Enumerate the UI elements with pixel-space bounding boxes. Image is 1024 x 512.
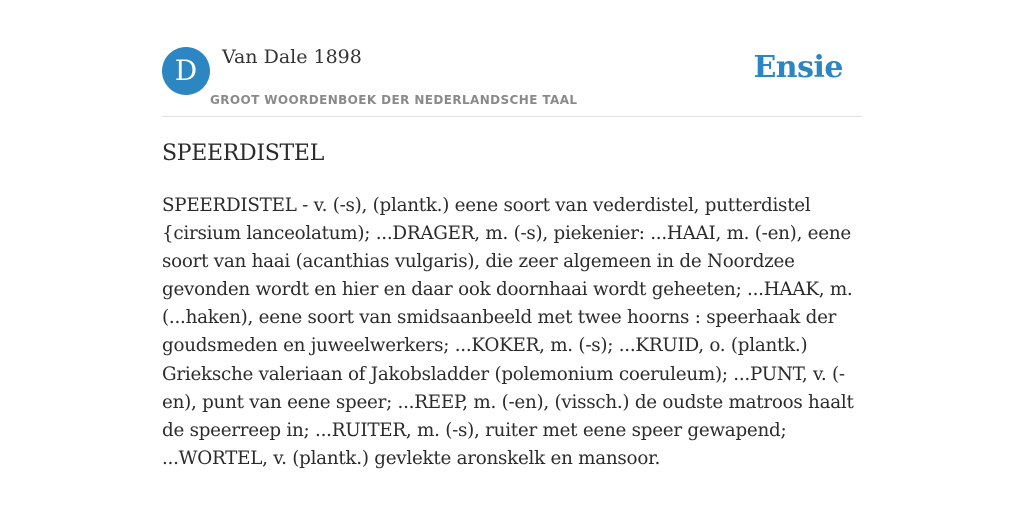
source-subtitle: GROOT WOORDENBOEK DER NEDERLANDSCHE TAAL	[210, 93, 578, 107]
ensie-logo[interactable]: Ensie	[753, 50, 843, 85]
source-header	[162, 0, 862, 117]
entry-headword: SPEERDISTEL	[162, 141, 325, 166]
source-avatar[interactable]: D	[162, 47, 210, 95]
source-title[interactable]: Van Dale 1898	[222, 46, 362, 68]
dictionary-entry-card	[162, 0, 862, 469]
entry-definition: SPEERDISTEL - v. (-s), (plantk.) eene soort van vederdistel, putterdistel {cirsium lanceolatum); ...DRAGER, m. (-s), piekenier: ...HAAI, m. (-en), eene soort van haai (acanthias vulgaris), die zeer algemeen in de Noordzee gevonden wordt en hier en daar ook doornhaai wordt geheeten; ...HAAK, m. (...haken), eene soort van smidsaanbeeld met twee hoorns : speerhaak der goudsmeden en juweelwerkers; ...KOKER, m. (-s); ...KRUID, o. (plantk.) Grieksche valeriaan of Jakobsladder (polemonium coeruleum); ...PUNT, v. (-en), punt van eene speer; ...REEP, m. (-en), (vissch.) de oudste matroos haalt de speerreep in; ...RUITER, m. (-s), ruiter met eene speer gewapend; ...WORTEL, v. (plantk.) gevlekte aronskelk en mansoor.	[162, 195, 854, 469]
